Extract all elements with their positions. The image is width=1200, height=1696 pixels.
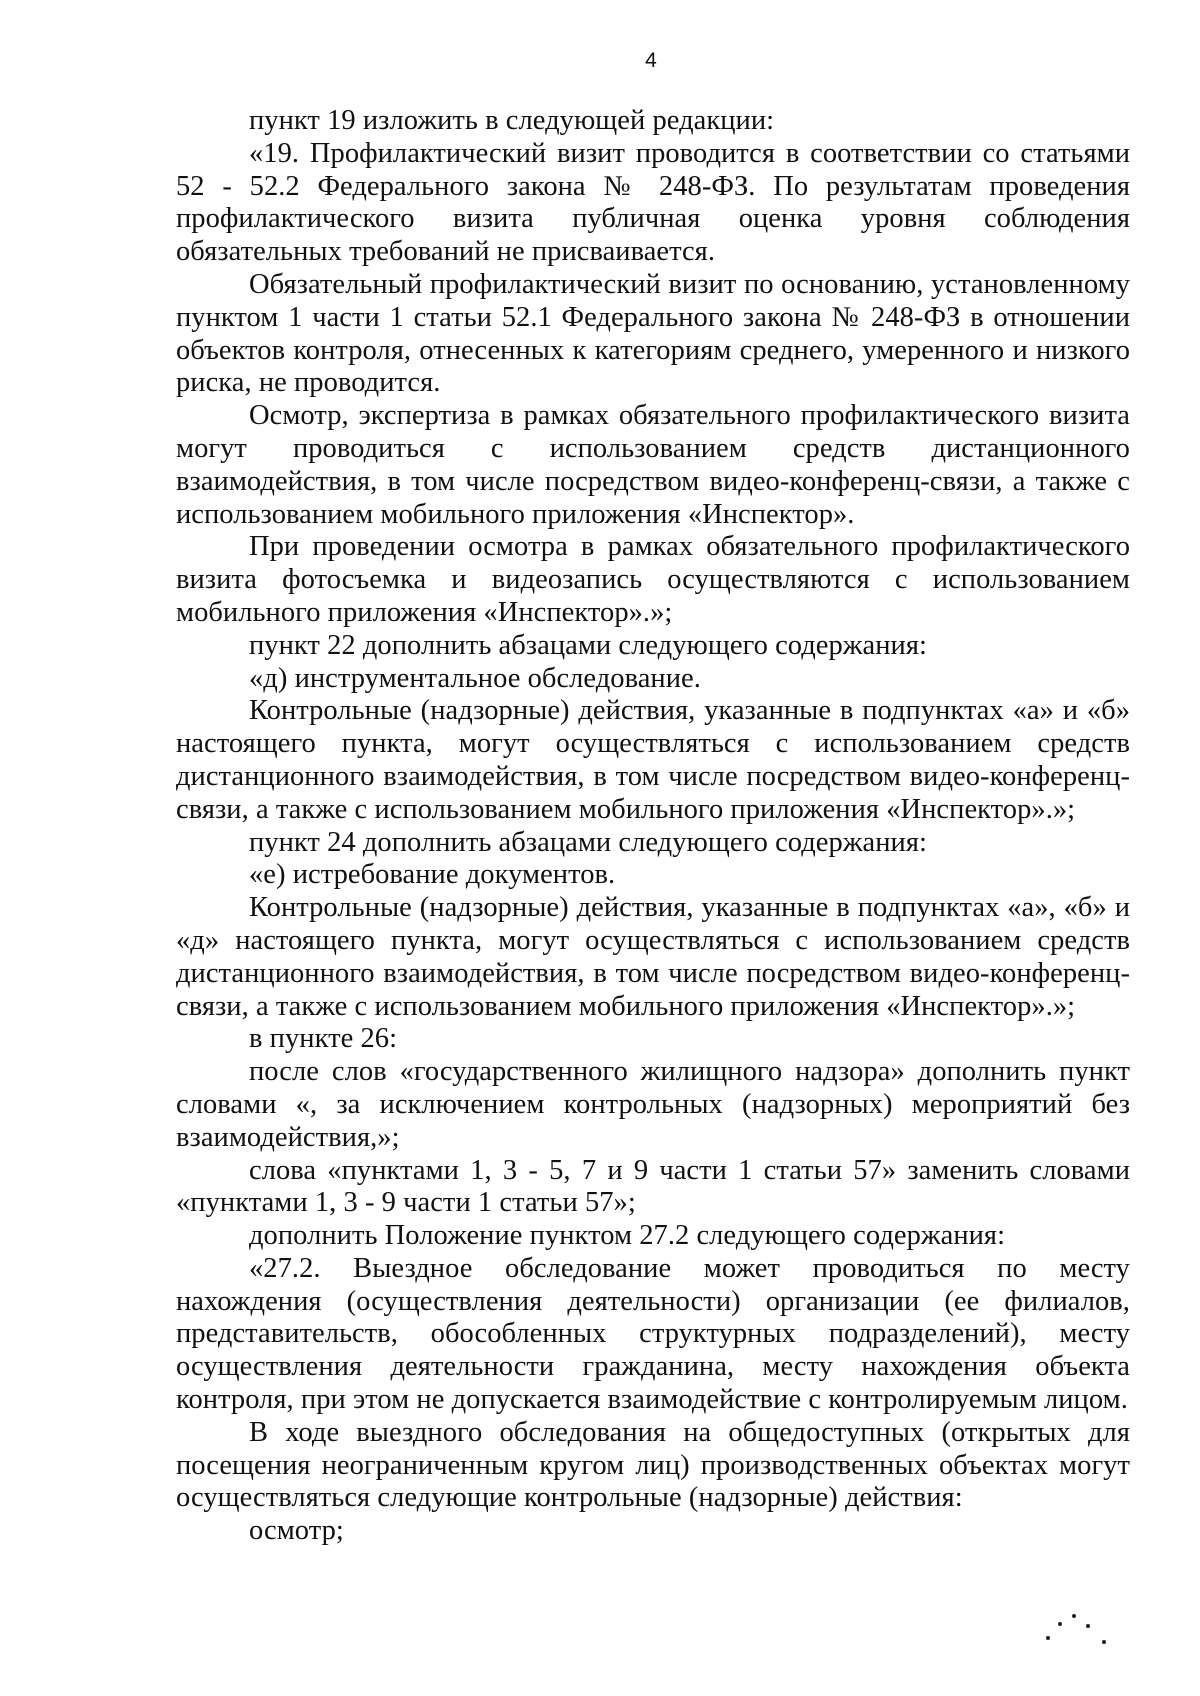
paragraph: пункт 19 изложить в следующей редакции: [249,105,775,136]
scan-speck [1102,1640,1106,1644]
paragraph: слова «пунктами 1, 3 - 5, 7 и 9 части 1 статьи 57» заменить словами «пунктами 1, 3 - 9 части 1 статьи 57»; [176,1154,1130,1219]
paragraph: «27.2. Выездное обследование может проводиться по месту нахождения (осуществления деятельности) организации (ее филиалов, представительств, обособленных структурных подразделений), месту осуществления деятельности гражданина, месту нахождения объекта контроля, при этом не допускается взаимодействие с контролируемым лицом. [176,1252,1130,1416]
paragraph: «д) инструментальное обследование. [249,662,701,694]
paragraph: При проведении осмотра в рамках обязательного профилактического визита фотосъемка и видеозапись осуществляются с использованием мобильного приложения «Инспектор».»; [176,531,1130,628]
paragraph: пункт 22 дополнить абзацами следующего содержания: [249,629,927,661]
scan-speck [1046,1636,1050,1640]
page-number: 4 [645,49,657,72]
paragraph: в пункте 26: [249,1023,398,1055]
paragraph: «е) истребование документов. [249,859,616,891]
paragraph: Контрольные (надзорные) действия, указанные в подпунктах «а», «б» и «д» настоящего пункта, могут осуществляться с использованием средств дистанционного взаимодействия, в том числе посредством видео-конференц-связи, а также с использованием мобильного приложения «Инспектор».»; [176,892,1130,1022]
paragraph: дополнить Положение пунктом 27.2 следующего содержания: [249,1220,1006,1252]
document-body [176,105,1130,1548]
paragraph: осмотр; [249,1515,344,1547]
paragraph: Осмотр, экспертиза в рамках обязательного профилактического визита могут проводиться с использованием средств дистанционного взаимодействия, в том числе посредством видео-конференц-связи, а также с использованием мобильного приложения «Инспектор». [176,400,1130,530]
paragraph: пункт 24 дополнить абзацами следующего содержания: [249,826,927,858]
scan-speck [1058,1622,1062,1626]
scan-speck [1072,1614,1076,1618]
paragraph: В ходе выездного обследования на общедоступных (открытых для посещения неограниченным кругом лиц) производственных объектах могут осуществляться следующие контрольные (надзорные) действия: [176,1416,1130,1514]
scan-artifact [1042,1598,1122,1668]
paragraph: Обязательный профилактический визит по основанию, установленному пунктом 1 части 1 статьи 52.1 Федерального закона № 248-ФЗ в отношении объектов контроля, отнесенных к категориям среднего, умеренного и низкого риска, не проводится. [176,268,1130,399]
paragraph: Контрольные (надзорные) действия, указанные в подпунктах «а» и «б» настоящего пункта, могут осуществляться с использованием средств дистанционного взаимодействия, в том числе посредством видео-конференц-связи, а также с использованием мобильного приложения «Инспектор».»; [176,695,1130,825]
scan-speck [1086,1624,1090,1628]
paragraph: «19. Профилактический визит проводится в соответствии со статьями 52 - 52.2 Федерального закона № 248-ФЗ. По результатам проведения профилактического визита публичная оценка уровня соблюдения обязательных требований не присваивается. [176,137,1130,268]
paragraph: после слов «государственного жилищного надзора» дополнить пункт словами «, за исключением контрольных (надзорных) мероприятий без взаимодействия,»; [176,1056,1130,1153]
